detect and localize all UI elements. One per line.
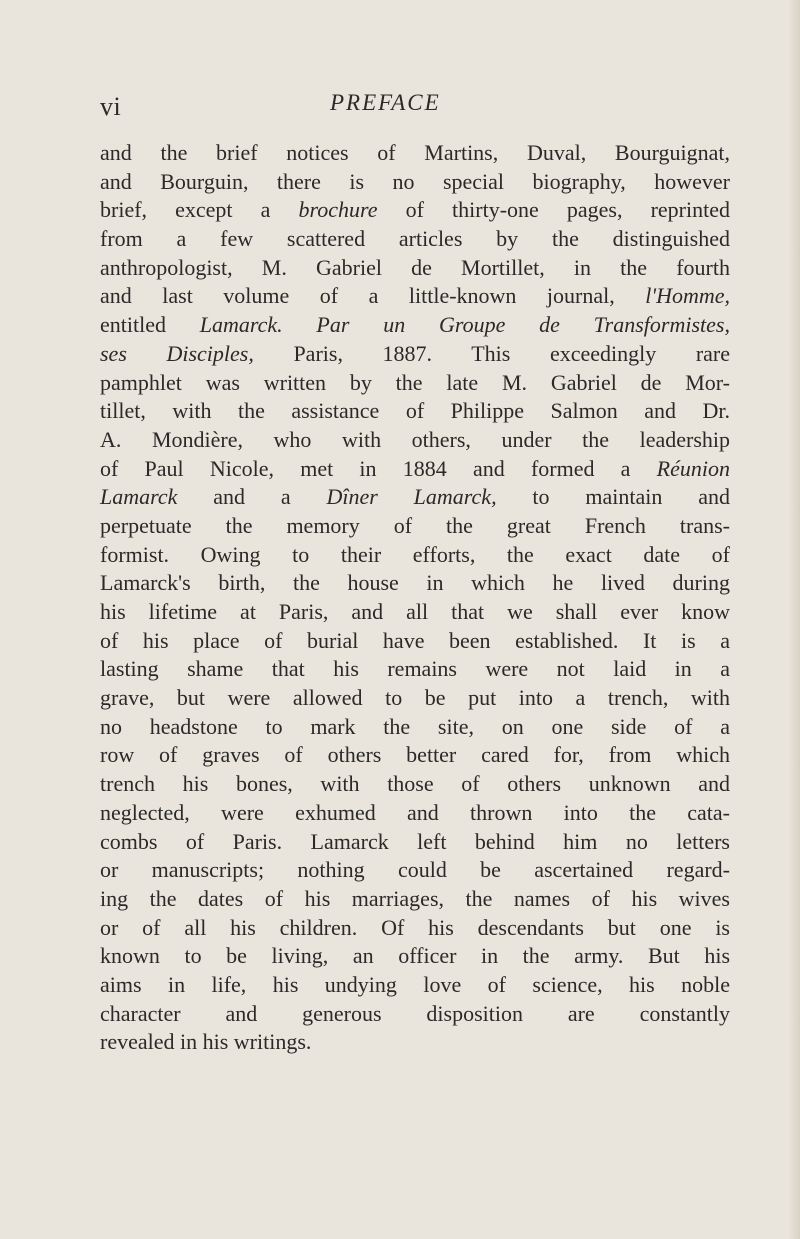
running-head: PREFACE (330, 90, 441, 115)
text-line (100, 770, 730, 799)
text-segment: or of all his children. Of his descendants but one is (100, 914, 730, 940)
text-segment: known to be living, an officer in the army. But his (100, 943, 730, 969)
text-line (100, 828, 730, 857)
text-line (100, 684, 730, 713)
text-segment: of his place of burial have been established. It is a (100, 627, 730, 653)
page-number: vi (100, 92, 122, 121)
text-segment: and Bourguin, there is no special biography, however (100, 168, 730, 194)
text-segment: lasting shame that his remains were not laid in a (100, 656, 730, 682)
text-line (100, 311, 730, 340)
text-line (100, 655, 730, 684)
italic-text: Lamarck (100, 484, 178, 510)
text-segment: and last volume of a little-known journal, (100, 283, 646, 309)
text-segment: of thirty-one pages, reprinted (377, 197, 731, 223)
text-line (100, 397, 730, 426)
text-line (100, 196, 730, 225)
text-segment: tillet, with the assistance of Philippe Salmon and Dr. (100, 398, 730, 424)
text-line (100, 942, 730, 971)
text-segment: ing the dates of his marriages, the names of his wives (100, 885, 730, 911)
italic-text: brochure (298, 197, 378, 223)
text-line (100, 741, 730, 770)
text-segment: anthropologist, M. Gabriel de Mortillet, in the fourth (100, 254, 730, 280)
text-line (100, 799, 730, 828)
text-line (100, 369, 730, 398)
text-line (100, 340, 730, 369)
text-segment: row of graves of others better cared for, from which (100, 742, 730, 768)
page-header (100, 90, 730, 126)
text-segment: from a few scattered articles by the distinguished (100, 226, 730, 252)
text-line (100, 168, 730, 197)
text-line (100, 971, 730, 1000)
italic-text: ses Disciples, (100, 340, 254, 366)
text-segment: and the brief notices of Martins, Duval, Bourguignat, (100, 140, 730, 165)
body-paragraph (100, 139, 730, 1057)
text-line (100, 483, 730, 512)
text-segment: aims in life, his undying love of science, his noble (100, 971, 730, 997)
text-segment: grave, but were allowed to be put into a trench, with (100, 685, 730, 711)
text-segment: combs of Paris. Lamarck left behind him no letters (100, 828, 730, 854)
text-line (100, 914, 730, 943)
italic-text: Dîner Lamarck, (326, 484, 497, 510)
text-segment: A. Mondière, who with others, under the leadership (100, 426, 730, 452)
text-line (100, 282, 730, 311)
text-line (100, 569, 730, 598)
text-line (100, 512, 730, 541)
text-line (100, 455, 730, 484)
text-line (100, 1028, 730, 1057)
text-line (100, 541, 730, 570)
text-segment: or manuscripts; nothing could be ascertained regard- (100, 857, 730, 883)
text-line (100, 713, 730, 742)
text-segment: Lamarck's birth, the house in which he lived during (100, 570, 730, 596)
text-segment: brief, except a (100, 197, 299, 223)
text-line (100, 254, 730, 283)
text-segment: entitled (100, 312, 200, 338)
text-segment: revealed in his writings. (100, 1029, 312, 1055)
text-segment: perpetuate the memory of the great French trans- (100, 512, 730, 538)
text-segment: of Paul Nicole, met in 1884 and formed a (100, 455, 657, 481)
text-line (100, 426, 730, 455)
text-segment: and a (177, 484, 327, 510)
page-edge-shadow (788, 0, 800, 1239)
italic-text: Réunion (656, 455, 730, 481)
italic-text: Lamarck. Par un Groupe de Transformistes, (199, 312, 730, 338)
text-line (100, 225, 730, 254)
text-line (100, 627, 730, 656)
text-segment: character and generous disposition are constantly (100, 1000, 730, 1026)
text-segment: Paris, 1887. This exceedingly rare (253, 340, 730, 366)
text-segment: to maintain and (496, 484, 730, 510)
text-line (100, 139, 730, 168)
italic-text: l'Homme, (645, 283, 730, 309)
text-segment: neglected, were exhumed and thrown into the cata- (100, 799, 730, 825)
text-segment: his lifetime at Paris, and all that we shall ever know (100, 599, 730, 624)
text-segment: pamphlet was written by the late M. Gabriel de Mor- (100, 369, 730, 395)
text-line (100, 1000, 730, 1029)
text-segment: trench his bones, with those of others unknown and (100, 771, 730, 797)
text-segment: formist. Owing to their efforts, the exact date of (100, 541, 730, 567)
text-line (100, 856, 730, 885)
text-line (100, 598, 730, 627)
text-line (100, 885, 730, 914)
text-segment: no headstone to mark the site, on one side of a (100, 713, 730, 739)
